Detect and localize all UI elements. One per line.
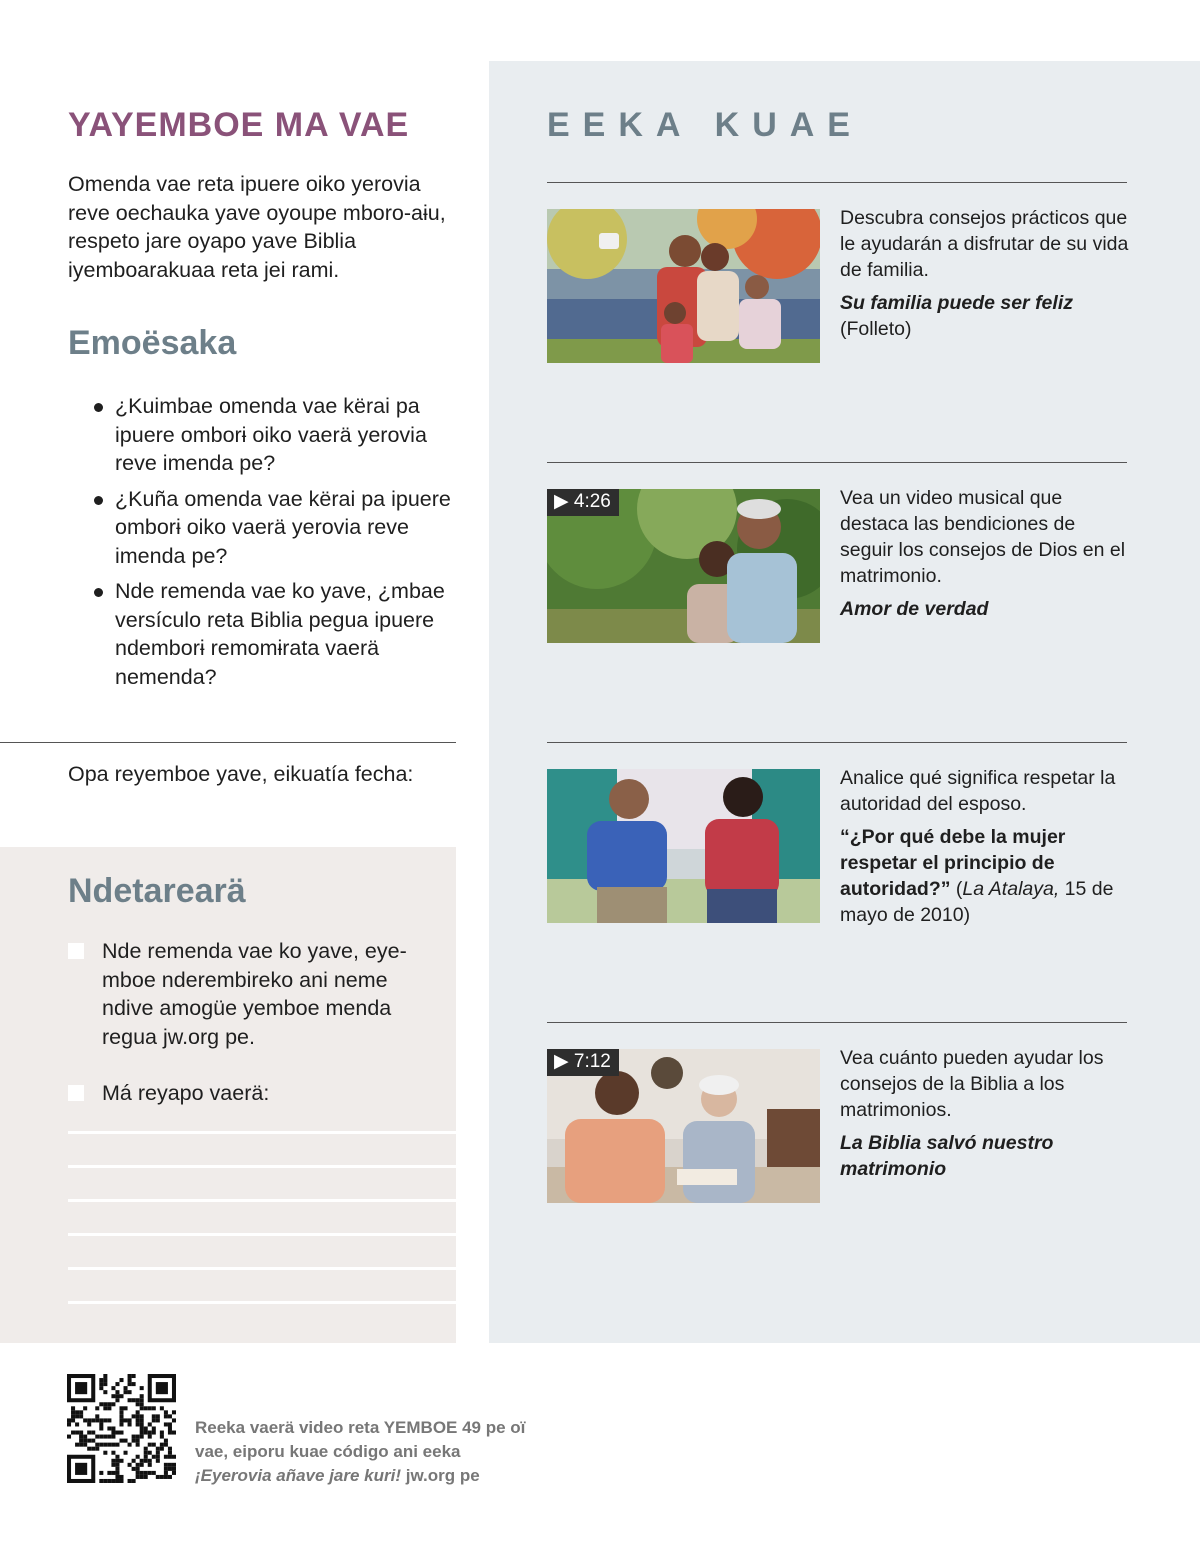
video-thumbnail-love[interactable] [547,489,820,643]
writing-line[interactable] [68,1267,456,1270]
resource-type: (Folleto) [840,318,912,340]
resource-reference[interactable] [840,290,1130,342]
question-item: ¿Kuña omenda vae kërai pa ipuere omborɨ oiko vaerä yerovia reve imenda pe? [92,485,454,571]
task-item[interactable] [68,937,438,1051]
resource-description: Descubra consejos prácticos que le ayudarán a disfrutar de su vida de familia. [840,207,1129,281]
footer-line: Reeka vaerä video reta YEMBOE 49 pe oï vae, eiporu kuae código ani eeka [195,1418,526,1461]
task-text: Má reyapo vaerä: [102,1081,270,1105]
qr-code[interactable] [67,1374,176,1483]
ref-paren: ( [950,878,963,900]
task-heading: Ndetarearä [68,872,246,910]
lesson-review-title: YAYEMBOE MA VAE [68,106,410,144]
footer-note [195,1416,535,1488]
resource-description: Analice qué significa respetar la autoridad del esposo. [840,767,1116,815]
resource-source: La Atalaya, [962,878,1060,900]
couple-talking-image[interactable] [547,769,820,923]
footer-publication[interactable]: ¡Eyerovia añave jare kuri! [195,1466,402,1485]
resource-description: Vea cuánto pueden ayudar los consejos de la Biblia a los matrimonios. [840,1047,1104,1121]
family-selfie-image[interactable] [547,209,820,363]
resource-reference[interactable] [840,824,1130,928]
resource-title[interactable]: Su familia puede ser feliz [840,292,1073,314]
question-item: Nde remenda vae ko yave, ¿mbae versículo reta Biblia pegua ipuere ndemborɨ remomɨrata vaerä nemenda? [92,577,454,691]
question-list [92,392,454,698]
divider [0,742,456,743]
writing-line[interactable] [68,1233,456,1236]
writing-line[interactable] [68,1199,456,1202]
video-duration-badge: ▶ 7:12 [547,1049,619,1076]
checkbox[interactable] [68,943,84,959]
divider [547,1022,1127,1023]
video-thumbnail-bible[interactable] [547,1049,820,1203]
task-item[interactable] [68,1079,438,1108]
explore-heading: EEKA KUAE [547,106,863,144]
resource-title[interactable]: “¿Por qué debe la mujer respetar el principio de autoridad?” [840,826,1066,900]
writing-line[interactable] [68,1131,456,1134]
reflect-heading: Emoësaka [68,324,237,362]
resource-title[interactable]: La Biblia salvó nuestro matrimonio [840,1132,1054,1180]
resource-description: Vea un video musical que destaca las bendiciones de seguir los consejos de Dios en el matrimonio. [840,487,1126,587]
date-prompt: Opa reyemboe yave, eikuatía fecha: [68,762,414,786]
resource-reference[interactable] [840,596,1130,622]
resource-date: 15 de mayo de 2010) [840,878,1114,926]
task-text: Nde remenda vae ko yave, eye-mboe nderembireko ani neme ndive amogüe yemboe menda regua jw.org pe. [102,939,407,1049]
intro-paragraph: Omenda vae reta ipuere oiko yerovia reve oechauka yave oyoupe mboro-aɨu, respeto jare oyapo yave Biblia iyemboarakuaa reta jei rami. [68,172,446,282]
resource-reference[interactable] [840,1130,1130,1182]
writing-line[interactable] [68,1165,456,1168]
video-duration-badge: ▶ 4:26 [547,489,619,516]
divider [547,742,1127,743]
divider [547,182,1127,183]
footer-site[interactable]: jw.org pe [401,1466,480,1485]
divider [547,462,1127,463]
question-item: ¿Kuimbae omenda vae kërai pa ipuere omborɨ oiko vaerä yerovia reve imenda pe? [92,392,454,478]
writing-line[interactable] [68,1301,456,1304]
resource-title[interactable]: Amor de verdad [840,598,989,620]
checkbox[interactable] [68,1085,84,1101]
